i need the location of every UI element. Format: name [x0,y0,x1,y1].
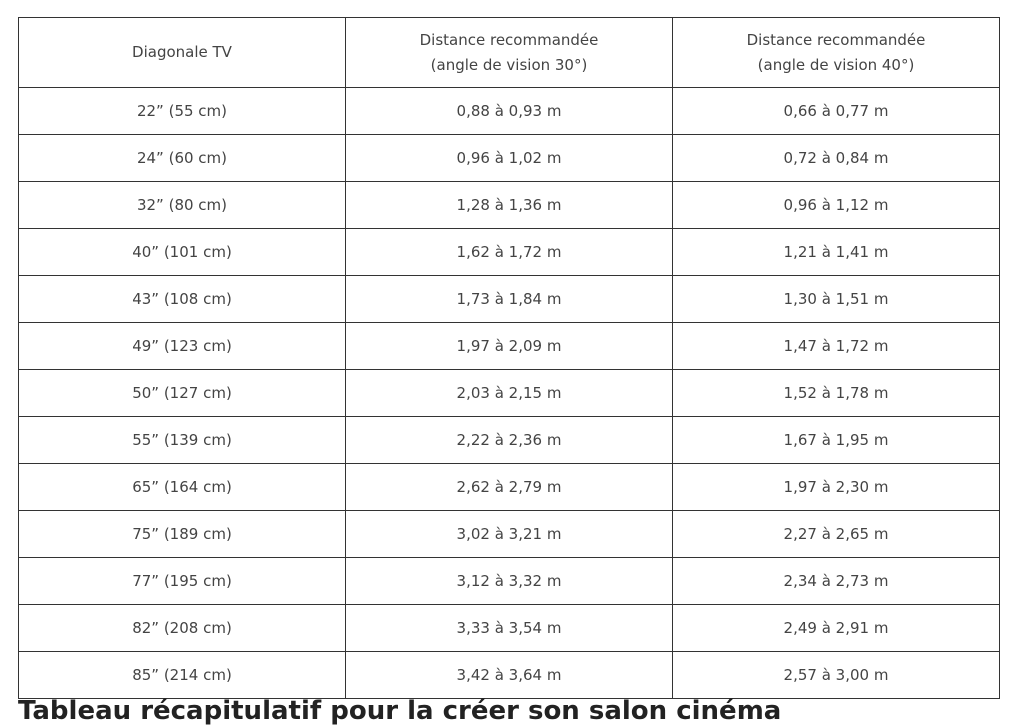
header-distance-30-sub: (angle de vision 30°) [430,55,588,74]
header-distance-30-label: Distance recommandée [419,30,599,49]
cell-diagonal: 49” (123 cm) [19,323,346,370]
header-distance-30 [346,18,673,88]
cell-diagonal: 82” (208 cm) [19,605,346,652]
table-row [19,558,1000,605]
cell-diagonal: 65” (164 cm) [19,464,346,511]
table-row [19,511,1000,558]
cell-distance-40: 1,97 à 2,30 m [673,464,1000,511]
table-row [19,135,1000,182]
cell-diagonal: 32” (80 cm) [19,182,346,229]
section-heading: Tableau récapitulatif pour la créer son salon cinéma [18,696,782,726]
cell-distance-30: 3,42 à 3,64 m [346,652,673,699]
table-row [19,276,1000,323]
cell-distance-40: 1,52 à 1,78 m [673,370,1000,417]
cell-distance-30: 2,22 à 2,36 m [346,417,673,464]
cell-distance-40: 0,72 à 0,84 m [673,135,1000,182]
table-row [19,605,1000,652]
cell-distance-40: 1,30 à 1,51 m [673,276,1000,323]
cell-distance-40: 0,66 à 0,77 m [673,88,1000,135]
cell-distance-40: 2,27 à 2,65 m [673,511,1000,558]
table-row [19,88,1000,135]
cell-distance-30: 0,96 à 1,02 m [346,135,673,182]
header-row [19,18,1000,88]
cell-distance-30: 2,62 à 2,79 m [346,464,673,511]
table-row [19,323,1000,370]
cell-diagonal: 22” (55 cm) [19,88,346,135]
cell-distance-30: 1,62 à 1,72 m [346,229,673,276]
cell-diagonal: 75” (189 cm) [19,511,346,558]
table-row [19,229,1000,276]
cell-distance-40: 2,49 à 2,91 m [673,605,1000,652]
cell-distance-40: 2,57 à 3,00 m [673,652,1000,699]
cell-distance-40: 2,34 à 2,73 m [673,558,1000,605]
table-body [19,88,1000,699]
cell-distance-30: 1,73 à 1,84 m [346,276,673,323]
table-row [19,370,1000,417]
cell-diagonal: 50” (127 cm) [19,370,346,417]
cell-distance-30: 3,12 à 3,32 m [346,558,673,605]
header-distance-40 [673,18,1000,88]
cell-diagonal: 24” (60 cm) [19,135,346,182]
cell-distance-30: 1,97 à 2,09 m [346,323,673,370]
cell-diagonal: 40” (101 cm) [19,229,346,276]
distance-table [18,17,1000,699]
header-distance-40-sub: (angle de vision 40°) [757,55,915,74]
header-diagonal [19,18,346,88]
table-row [19,417,1000,464]
cell-distance-40: 1,67 à 1,95 m [673,417,1000,464]
cell-distance-40: 0,96 à 1,12 m [673,182,1000,229]
table-header [19,18,1000,88]
cell-diagonal: 77” (195 cm) [19,558,346,605]
cell-distance-30: 3,02 à 3,21 m [346,511,673,558]
cell-distance-40: 1,21 à 1,41 m [673,229,1000,276]
cell-distance-30: 1,28 à 1,36 m [346,182,673,229]
cell-distance-30: 3,33 à 3,54 m [346,605,673,652]
header-distance-40-label: Distance recommandée [746,30,926,49]
cell-diagonal: 43” (108 cm) [19,276,346,323]
cell-diagonal: 85” (214 cm) [19,652,346,699]
table-row [19,464,1000,511]
cell-distance-30: 0,88 à 0,93 m [346,88,673,135]
cell-distance-40: 1,47 à 1,72 m [673,323,1000,370]
table-row [19,652,1000,699]
cell-diagonal: 55” (139 cm) [19,417,346,464]
cell-distance-30: 2,03 à 2,15 m [346,370,673,417]
header-diagonal-label: Diagonale TV [132,43,232,61]
table-row [19,182,1000,229]
